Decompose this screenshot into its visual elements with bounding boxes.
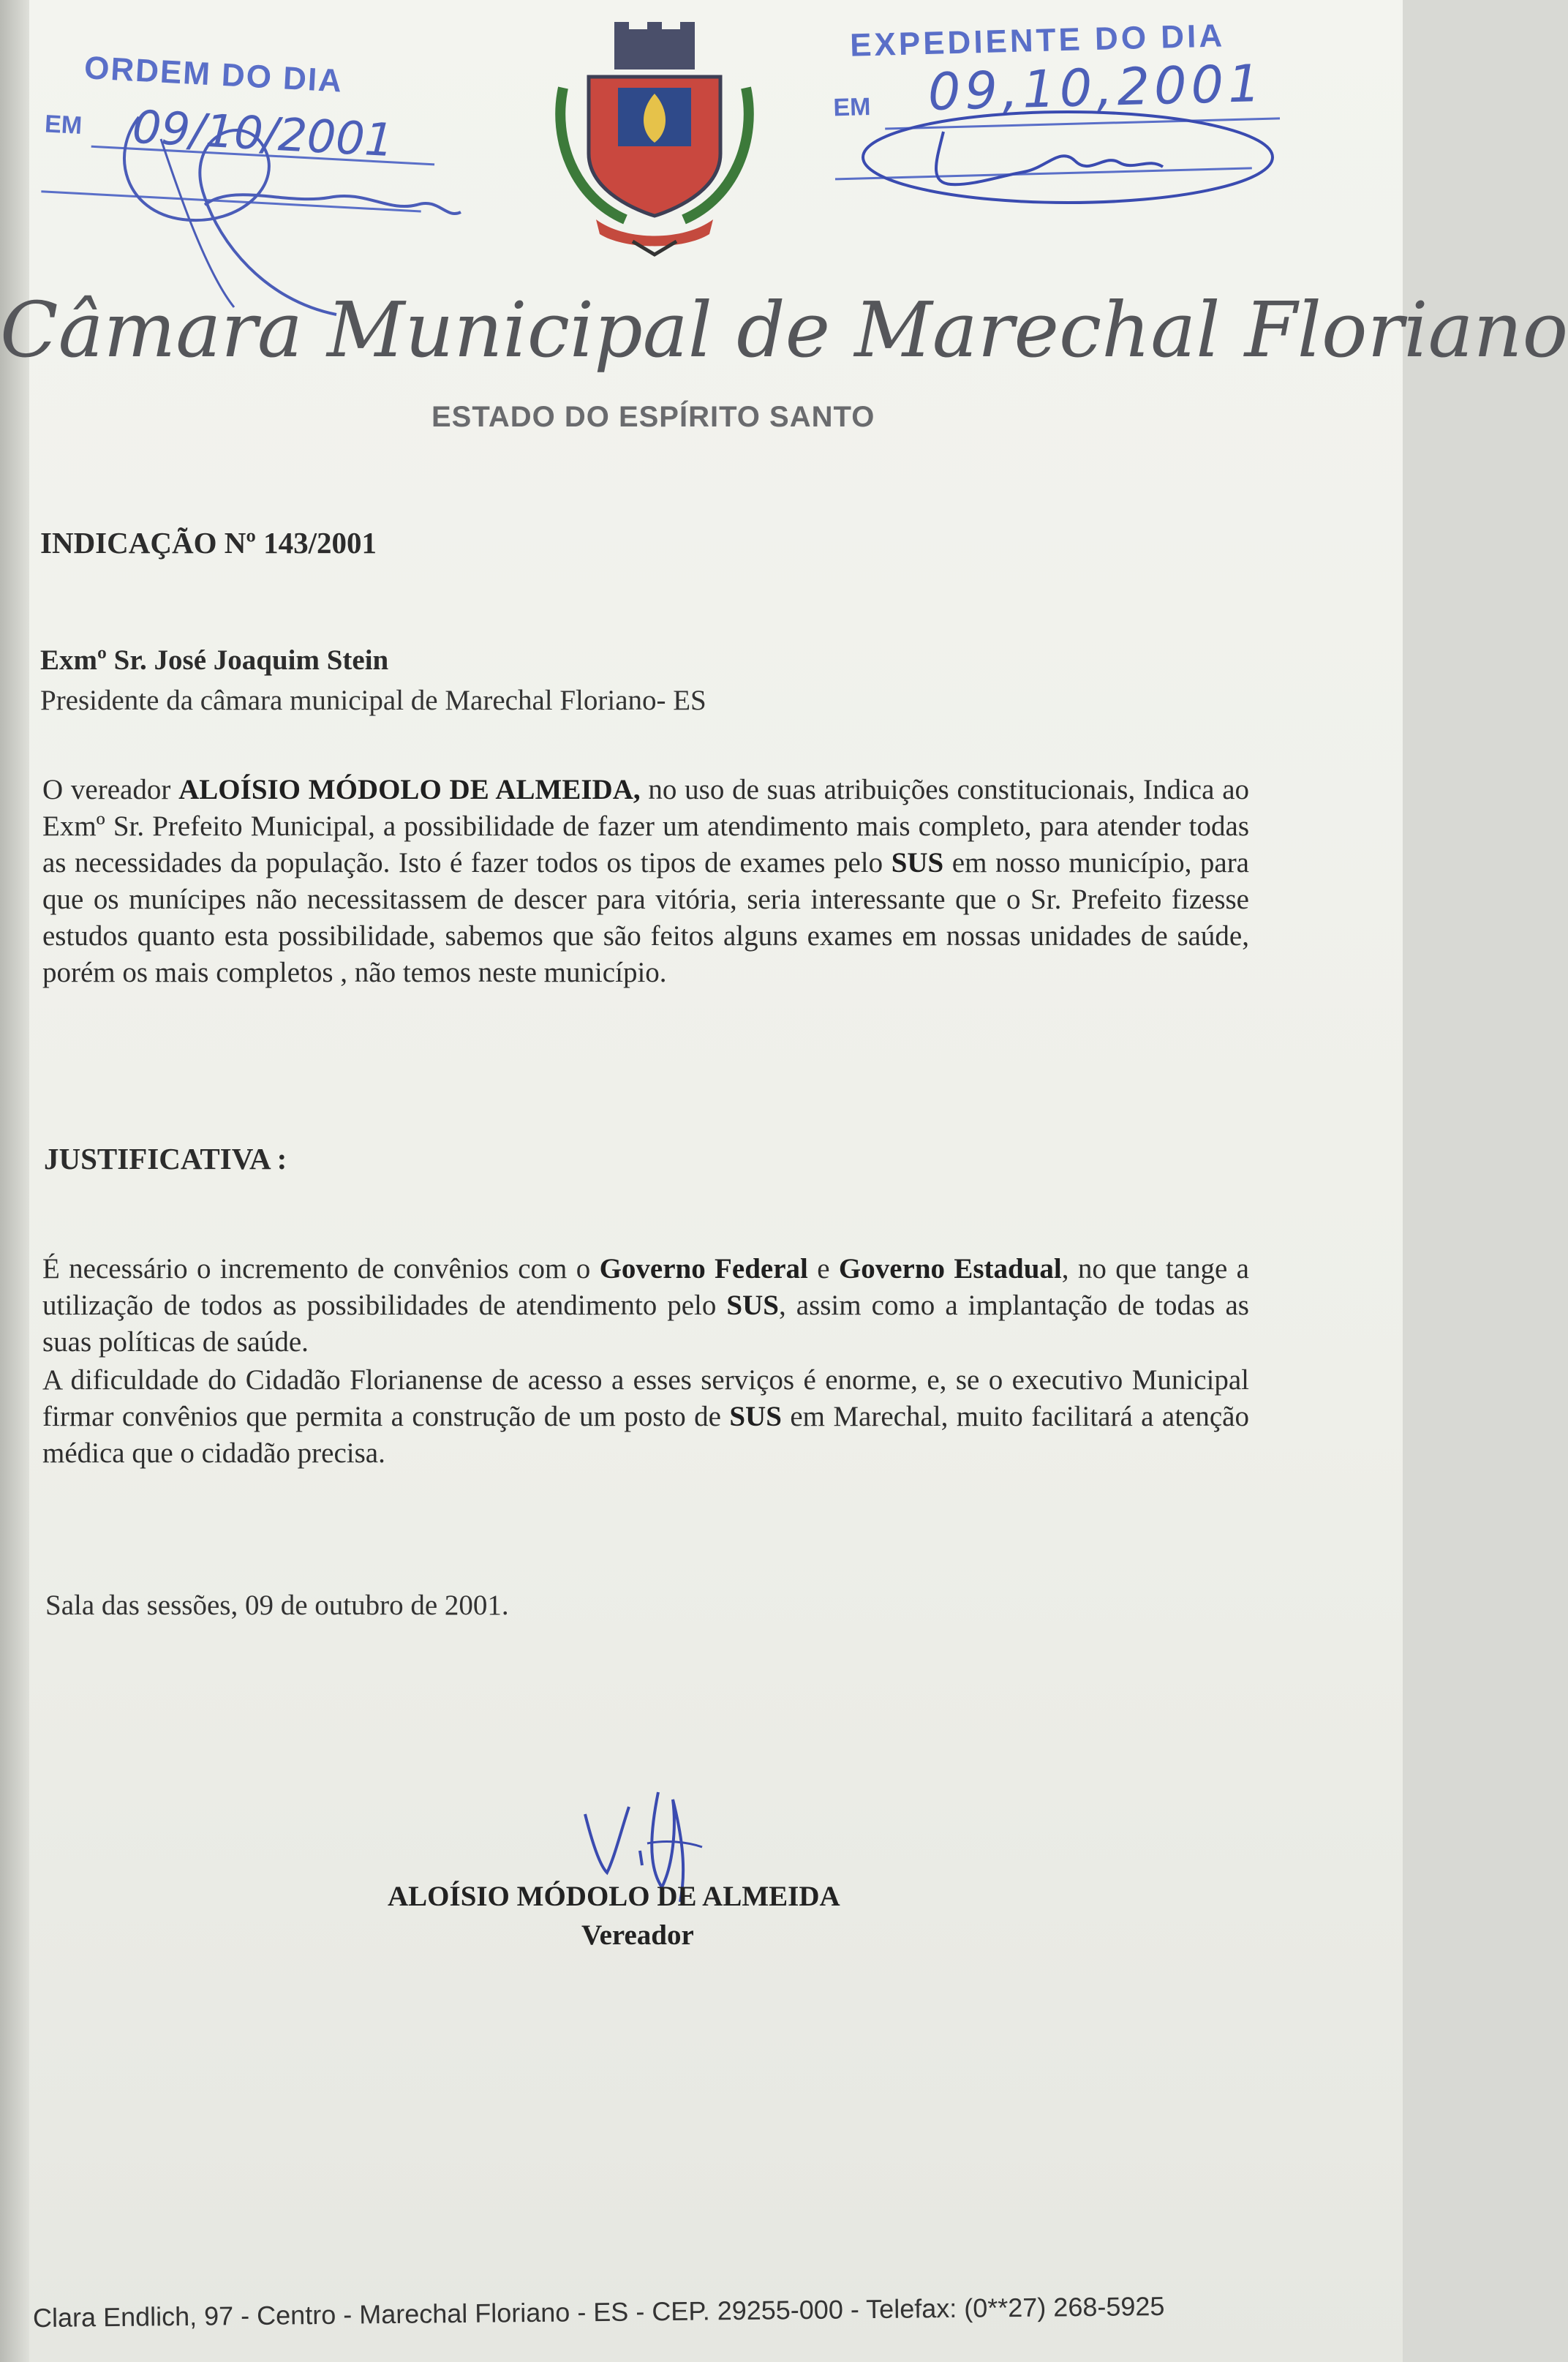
governo-estadual-term: Governo Estadual [838, 1253, 1062, 1285]
justification-paragraph-2 [42, 1362, 1249, 1472]
councillor-name: ALOÍSIO MÓDOLO DE ALMEIDA, [178, 774, 641, 805]
governo-federal-term: Governo Federal [599, 1253, 808, 1285]
stamp-title: EXPEDIENTE DO DIA [849, 18, 1226, 64]
stamp-em-label: EM [832, 93, 871, 122]
justification-text: A dificuldade do Cidadão Florianense de acesso a esses serviços é enorme, e, se o executivo Municipal firmar convênios que permita a construção de um posto de [42, 1364, 1249, 1432]
state-subtitle: ESTADO DO ESPÍRITO SANTO [431, 401, 875, 433]
stamp-handwritten-date: 09,10,2001 [927, 53, 1266, 122]
justification-text: É necessário o incremento de convênios com o [42, 1253, 600, 1285]
body-text: O vereador [42, 774, 179, 805]
recipient-name: Exmº Sr. José Joaquim Stein [40, 644, 389, 676]
justification-text: e [807, 1253, 839, 1285]
expediente-stamp-signature-scribble [856, 102, 1294, 234]
body-text: em nosso município, para que os munícipes não necessitassem de descer para vitória, seria interessante que o Sr. Prefeito fizesse estudos quanto esta possibilidade, sabemos que são feitos alguns exames em nossas unidades de saúde, porém os mais completos , não temos neste município. [42, 847, 1249, 988]
indication-body [42, 772, 1249, 991]
signatory-role: Vereador [581, 1919, 694, 1951]
closing-line: Sala das sessões, 09 de outubro de 2001. [45, 1590, 509, 1621]
sus-term: SUS [726, 1290, 779, 1321]
justification-heading: JUSTIFICATIVA : [44, 1142, 287, 1176]
footer-address: Clara Endlich, 97 - Centro - Marechal Floriano - ES - CEP. 29255-000 - Telefax: (0**27) 268-5925 [32, 2290, 1165, 2333]
body-text: no uso de suas atribuições constitucionais, Indica ao Exmº Sr. Prefeito Municipal, a possibilidade de fazer um atendimento mais completo, para atender todas as necessidades da população. Isto é fazer todos os tipos de exames pelo [42, 774, 1250, 879]
signatory-name: ALOÍSIO MÓDOLO DE ALMEIDA [388, 1881, 840, 1912]
stamp-title: ORDEM DO DIA [83, 50, 344, 99]
stamp-handwritten-date: 09/10/2001 [131, 99, 395, 168]
justification-text: , assim como a implantação de todas as suas políticas de saúde. [42, 1290, 1249, 1358]
municipal-coat-of-arms [545, 22, 764, 256]
sus-term: SUS [729, 1401, 782, 1432]
indicacao-number: INDICAÇÃO Nº 143/2001 [40, 526, 377, 560]
justification-paragraph-1 [42, 1251, 1249, 1361]
council-title: Câmara Municipal de Marechal Floriano [0, 285, 1568, 375]
justification-text: , no que tange a utilização de todos as possibilidades de atendimento pelo [42, 1253, 1249, 1321]
sus-term: SUS [891, 847, 944, 879]
stamp-em-label: EM [44, 110, 83, 140]
justification-text: em Marechal, muito facilitará a atenção médica que o cidadão precisa. [42, 1401, 1249, 1469]
recipient-title: Presidente da câmara municipal de Marechal Floriano- ES [40, 685, 706, 716]
